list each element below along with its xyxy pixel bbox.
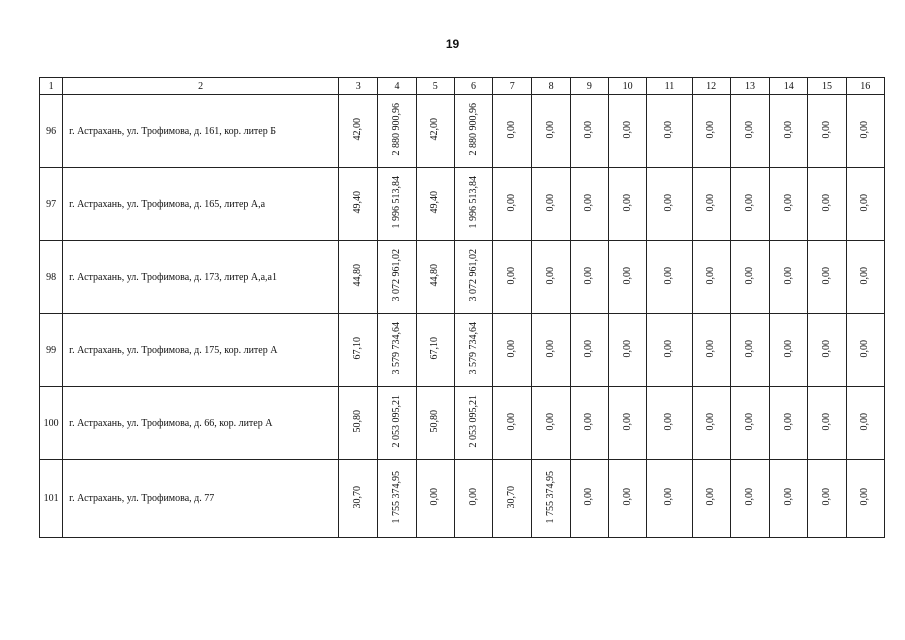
column-header: 2 bbox=[63, 78, 339, 95]
value-text: 0,00 bbox=[467, 488, 479, 506]
value-cell bbox=[808, 460, 846, 538]
value-text: 50,80 bbox=[352, 410, 364, 433]
column-header: 3 bbox=[339, 78, 378, 95]
value-text: 0,00 bbox=[859, 193, 871, 212]
value-cell bbox=[730, 95, 769, 168]
value-text: 1 755 374,95 bbox=[545, 470, 557, 524]
value-text: 0,00 bbox=[705, 120, 717, 139]
value-text: 0,00 bbox=[782, 488, 794, 506]
value-text: 0,00 bbox=[506, 266, 518, 285]
table-row bbox=[40, 241, 885, 314]
value-cell bbox=[454, 241, 492, 314]
value-cell bbox=[416, 314, 454, 387]
value-cell bbox=[730, 387, 769, 460]
value-text: 42,00 bbox=[429, 118, 441, 141]
value-text: 3 579 734,64 bbox=[467, 322, 479, 375]
row-number-cell: 98 bbox=[40, 241, 63, 314]
value-text: 2 053 095,21 bbox=[467, 395, 479, 448]
value-text: 2 053 095,21 bbox=[391, 395, 402, 448]
value-cell bbox=[493, 460, 532, 538]
value-text: 42,00 bbox=[352, 118, 364, 141]
value-cell bbox=[378, 387, 416, 460]
value-cell bbox=[730, 314, 769, 387]
value-cell bbox=[608, 387, 646, 460]
value-cell bbox=[846, 95, 884, 168]
value-cell bbox=[647, 168, 692, 241]
value-text: 0,00 bbox=[506, 412, 518, 431]
housing-register-table bbox=[39, 77, 885, 538]
value-text: 0,00 bbox=[820, 193, 832, 212]
value-cell bbox=[692, 168, 730, 241]
value-cell bbox=[647, 241, 692, 314]
value-text: 0,00 bbox=[820, 266, 832, 285]
value-cell bbox=[730, 460, 769, 538]
value-cell bbox=[532, 241, 570, 314]
table-row bbox=[40, 95, 885, 168]
value-cell bbox=[570, 168, 608, 241]
value-cell bbox=[608, 241, 646, 314]
row-number-cell: 99 bbox=[40, 314, 63, 387]
value-text: 0,00 bbox=[820, 412, 832, 431]
value-text: 30,70 bbox=[352, 485, 364, 509]
value-text: 1 755 374,95 bbox=[391, 470, 402, 524]
value-text: 0,00 bbox=[663, 412, 675, 431]
value-text: 0,00 bbox=[545, 412, 557, 431]
column-header: 7 bbox=[493, 78, 532, 95]
address-cell: г. Астрахань, ул. Трофимова, д. 165, литер А,а bbox=[63, 168, 339, 241]
value-text: 0,00 bbox=[583, 120, 595, 139]
value-text: 2 880 900,96 bbox=[467, 103, 479, 156]
value-text: 0,00 bbox=[820, 488, 832, 506]
value-text: 49,40 bbox=[352, 191, 364, 214]
value-cell bbox=[692, 460, 730, 538]
address-cell: г. Астрахань, ул. Трофимова, д. 77 bbox=[63, 460, 339, 538]
value-text: 0,00 bbox=[621, 488, 633, 506]
value-cell bbox=[493, 314, 532, 387]
value-cell bbox=[770, 387, 808, 460]
value-cell bbox=[493, 95, 532, 168]
value-cell bbox=[339, 95, 378, 168]
value-text: 0,00 bbox=[583, 266, 595, 285]
column-header: 1 bbox=[40, 78, 63, 95]
value-text: 0,00 bbox=[663, 120, 675, 139]
value-text: 0,00 bbox=[621, 339, 633, 358]
value-cell bbox=[454, 95, 492, 168]
value-text: 49,40 bbox=[429, 191, 441, 214]
column-header: 9 bbox=[570, 78, 608, 95]
value-text: 0,00 bbox=[743, 339, 755, 358]
value-text: 0,00 bbox=[859, 339, 871, 358]
value-text: 0,00 bbox=[583, 339, 595, 358]
value-text: 0,00 bbox=[743, 412, 755, 431]
value-text: 0,00 bbox=[583, 193, 595, 212]
value-cell bbox=[378, 460, 416, 538]
column-header: 12 bbox=[692, 78, 730, 95]
value-cell bbox=[532, 460, 570, 538]
value-text: 0,00 bbox=[743, 266, 755, 285]
value-cell bbox=[808, 314, 846, 387]
value-text: 0,00 bbox=[621, 412, 633, 431]
value-cell bbox=[532, 95, 570, 168]
column-header: 16 bbox=[846, 78, 884, 95]
table-row bbox=[40, 387, 885, 460]
value-text: 0,00 bbox=[429, 488, 441, 506]
value-text: 3 579 734,64 bbox=[391, 322, 402, 375]
value-cell bbox=[416, 387, 454, 460]
value-cell bbox=[770, 460, 808, 538]
value-text: 0,00 bbox=[859, 120, 871, 139]
value-cell bbox=[770, 314, 808, 387]
value-text: 0,00 bbox=[663, 488, 675, 506]
column-header: 15 bbox=[808, 78, 846, 95]
value-cell bbox=[808, 241, 846, 314]
value-text: 0,00 bbox=[621, 120, 633, 139]
value-cell bbox=[416, 241, 454, 314]
value-text: 0,00 bbox=[743, 193, 755, 212]
column-header: 13 bbox=[730, 78, 769, 95]
value-cell bbox=[692, 95, 730, 168]
value-text: 0,00 bbox=[705, 339, 717, 358]
value-cell bbox=[730, 168, 769, 241]
value-text: 0,00 bbox=[782, 266, 794, 285]
value-cell bbox=[339, 460, 378, 538]
column-header: 6 bbox=[454, 78, 492, 95]
value-text: 0,00 bbox=[583, 488, 595, 506]
value-text: 0,00 bbox=[545, 266, 557, 285]
value-cell bbox=[493, 241, 532, 314]
value-text: 0,00 bbox=[782, 193, 794, 212]
value-cell bbox=[339, 314, 378, 387]
value-cell bbox=[608, 168, 646, 241]
value-text: 0,00 bbox=[782, 120, 794, 139]
value-cell bbox=[570, 95, 608, 168]
value-text: 0,00 bbox=[506, 193, 518, 212]
value-cell bbox=[532, 387, 570, 460]
value-text: 50,80 bbox=[429, 410, 441, 433]
value-cell bbox=[454, 387, 492, 460]
value-cell bbox=[378, 241, 416, 314]
value-text: 67,10 bbox=[352, 337, 364, 360]
value-cell bbox=[570, 460, 608, 538]
value-text: 0,00 bbox=[583, 412, 595, 431]
table-row bbox=[40, 168, 885, 241]
value-text: 0,00 bbox=[506, 120, 518, 139]
column-header: 11 bbox=[647, 78, 692, 95]
value-cell bbox=[378, 168, 416, 241]
value-cell bbox=[846, 241, 884, 314]
value-text: 0,00 bbox=[545, 120, 557, 139]
value-text: 3 072 961,02 bbox=[467, 249, 479, 302]
value-cell bbox=[846, 314, 884, 387]
column-header: 8 bbox=[532, 78, 570, 95]
value-text: 1 996 513,84 bbox=[467, 176, 479, 229]
value-cell bbox=[339, 241, 378, 314]
value-text: 0,00 bbox=[820, 120, 832, 139]
header-row bbox=[40, 78, 885, 95]
value-cell bbox=[378, 95, 416, 168]
value-text: 0,00 bbox=[663, 339, 675, 358]
value-cell bbox=[454, 460, 492, 538]
value-cell bbox=[416, 168, 454, 241]
value-cell bbox=[808, 387, 846, 460]
address-cell: г. Астрахань, ул. Трофимова, д. 161, кор. литер Б bbox=[63, 95, 339, 168]
value-cell bbox=[570, 241, 608, 314]
row-number-cell: 97 bbox=[40, 168, 63, 241]
value-cell bbox=[692, 314, 730, 387]
value-text: 67,10 bbox=[429, 337, 441, 360]
value-cell bbox=[608, 314, 646, 387]
value-cell bbox=[493, 168, 532, 241]
value-text: 0,00 bbox=[782, 339, 794, 358]
value-cell bbox=[770, 95, 808, 168]
value-text: 0,00 bbox=[663, 266, 675, 285]
value-text: 0,00 bbox=[705, 266, 717, 285]
address-cell: г. Астрахань, ул. Трофимова, д. 173, литер А,а,а1 bbox=[63, 241, 339, 314]
value-text: 0,00 bbox=[621, 266, 633, 285]
value-cell bbox=[570, 387, 608, 460]
value-text: 0,00 bbox=[743, 488, 755, 506]
value-cell bbox=[570, 314, 608, 387]
value-cell bbox=[532, 168, 570, 241]
column-header: 10 bbox=[608, 78, 646, 95]
row-number-cell: 101 bbox=[40, 460, 63, 538]
value-text: 0,00 bbox=[705, 193, 717, 212]
value-cell bbox=[846, 460, 884, 538]
value-cell bbox=[647, 95, 692, 168]
value-text: 30,70 bbox=[506, 485, 518, 509]
address-cell: г. Астрахань, ул. Трофимова, д. 66, кор. литер А bbox=[63, 387, 339, 460]
value-cell bbox=[846, 168, 884, 241]
value-text: 0,00 bbox=[621, 193, 633, 212]
value-cell bbox=[770, 168, 808, 241]
value-cell bbox=[416, 460, 454, 538]
value-cell bbox=[378, 314, 416, 387]
column-header: 4 bbox=[378, 78, 416, 95]
value-cell bbox=[416, 95, 454, 168]
value-text: 0,00 bbox=[820, 339, 832, 358]
value-text: 0,00 bbox=[545, 339, 557, 358]
value-cell bbox=[647, 387, 692, 460]
value-text: 0,00 bbox=[663, 193, 675, 212]
value-cell bbox=[730, 241, 769, 314]
value-text: 0,00 bbox=[705, 488, 717, 506]
value-text: 1 996 513,84 bbox=[391, 176, 402, 229]
value-text: 44,80 bbox=[429, 264, 441, 287]
value-cell bbox=[692, 241, 730, 314]
value-cell bbox=[454, 168, 492, 241]
value-text: 0,00 bbox=[506, 339, 518, 358]
value-cell bbox=[647, 314, 692, 387]
value-cell bbox=[647, 460, 692, 538]
address-cell: г. Астрахань, ул. Трофимова, д. 175, кор. литер А bbox=[63, 314, 339, 387]
value-cell bbox=[454, 314, 492, 387]
value-text: 0,00 bbox=[859, 266, 871, 285]
page-number: 19 bbox=[445, 37, 460, 51]
value-cell bbox=[808, 168, 846, 241]
value-text: 0,00 bbox=[545, 193, 557, 212]
column-header: 5 bbox=[416, 78, 454, 95]
value-cell bbox=[532, 314, 570, 387]
value-text: 0,00 bbox=[743, 120, 755, 139]
value-text: 44,80 bbox=[352, 264, 364, 287]
value-text: 0,00 bbox=[859, 412, 871, 431]
table-row bbox=[40, 460, 885, 538]
value-cell bbox=[808, 95, 846, 168]
value-text: 0,00 bbox=[859, 488, 871, 506]
value-cell bbox=[493, 387, 532, 460]
value-text: 3 072 961,02 bbox=[391, 249, 402, 302]
table-row bbox=[40, 314, 885, 387]
value-text: 0,00 bbox=[705, 412, 717, 431]
value-cell bbox=[846, 387, 884, 460]
value-cell bbox=[692, 387, 730, 460]
value-cell bbox=[608, 95, 646, 168]
row-number-cell: 100 bbox=[40, 387, 63, 460]
value-cell bbox=[339, 387, 378, 460]
row-number-cell: 96 bbox=[40, 95, 63, 168]
value-text: 0,00 bbox=[782, 412, 794, 431]
value-cell bbox=[608, 460, 646, 538]
value-text: 2 880 900,96 bbox=[391, 103, 402, 156]
value-cell bbox=[770, 241, 808, 314]
value-cell bbox=[339, 168, 378, 241]
column-header: 14 bbox=[770, 78, 808, 95]
